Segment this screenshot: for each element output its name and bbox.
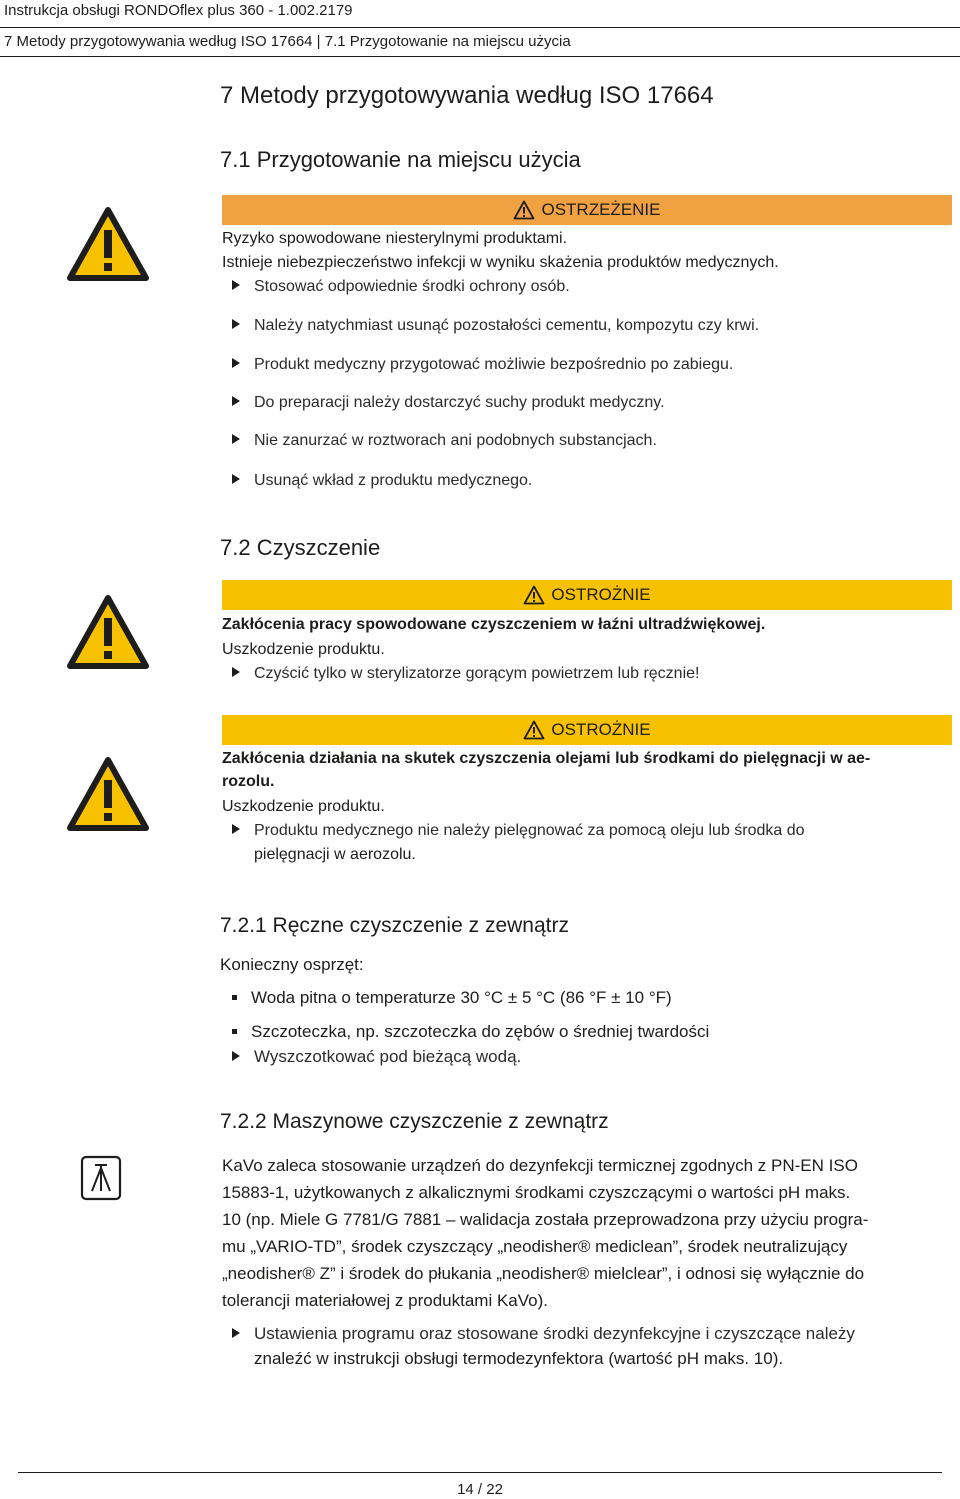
accessory-item: Woda pitna o temperaturze 30 °C ± 5 °C (86 °F ± 10 °F) <box>229 988 672 1008</box>
header-divider-bottom <box>0 56 960 57</box>
step-item: Należy natychmiast usunąć pozostałości cementu, kompozytu czy krwi. <box>232 314 759 338</box>
caution-label: OSTROŻNIE <box>551 720 651 739</box>
chapter-title: 7 Metody przygotowywania według ISO 17664 <box>220 82 714 109</box>
caution-action: Produktu medycznego nie należy pielęgnować za pomocą oleju lub środka do <box>232 819 805 843</box>
step-item: Do preparacji należy dostarczyć suchy produkt medyczny. <box>232 391 665 415</box>
page-number: 14 / 22 <box>457 1481 503 1498</box>
program-settings-action-cont: znaleźć w instrukcji obsługi termodezynfektora (wartość pH maks. 10). <box>254 1349 784 1368</box>
caution-small-icon <box>523 720 545 740</box>
caution-headline: Zakłócenia działania na skutek czyszczenia olejami lub środkami do pielęgnacji w ae- <box>222 750 871 767</box>
section-7-2-1-title: 7.2.1 Ręczne czyszczenie z zewnątrz <box>220 914 569 937</box>
caution-triangle-icon <box>66 756 150 832</box>
accessories-intro: Konieczny osprzęt: <box>220 955 364 974</box>
caution-triangle-icon <box>66 594 150 670</box>
header-divider <box>0 27 960 28</box>
caution-text: Uszkodzenie produktu. <box>222 798 385 815</box>
thermodisinfector-icon <box>80 1155 122 1201</box>
warning-triangle-icon <box>66 206 150 282</box>
caution-label: OSTROŻNIE <box>551 585 651 604</box>
caution-action: Czyścić tylko w sterylizatorze gorącym powietrzem lub ręcznie! <box>232 662 699 686</box>
warning-label: OSTRZEŻENIE <box>541 200 661 219</box>
breadcrumb: 7 Metody przygotowywania według ISO 17664 | 7.1 Przygotowanie na miejscu użycia <box>4 33 571 50</box>
caution-action-cont: pielęgnacji w aerozolu. <box>254 846 416 863</box>
warning-small-icon <box>513 200 535 220</box>
section-7-1-title: 7.1 Przygotowanie na miejscu użycia <box>220 147 581 172</box>
accessory-item: Szczoteczka, np. szczoteczka do zębów o średniej twardości <box>229 1022 709 1042</box>
section-7-2-title: 7.2 Czyszczenie <box>220 535 381 560</box>
step-item: Usunąć wkład z produktu medycznego. <box>232 469 532 493</box>
caution-small-icon <box>523 585 545 605</box>
caution-headline: Zakłócenia pracy spowodowane czyszczeniem w łaźni ultradźwiękowej. <box>222 616 766 633</box>
brush-action: Wyszczotkować pod bieżącą wodą. <box>232 1045 521 1069</box>
warning-action: Stosować odpowiednie środki ochrony osób. <box>232 275 570 299</box>
step-item: Nie zanurzać w roztworach ani podobnych substancjach. <box>232 429 657 453</box>
caution-bar <box>222 580 952 610</box>
caution-headline-cont: rozolu. <box>222 773 275 790</box>
warning-headline: Ryzyko spowodowane niesterylnymi produktami. <box>222 230 568 247</box>
warning-bar <box>222 195 952 225</box>
step-item: Produkt medyczny przygotować możliwie bezpośrednio po zabiegu. <box>232 353 733 377</box>
machine-cleaning-paragraph: KaVo zaleca stosowanie urządzeń do dezynfekcji termicznej zgodnych z PN-EN ISO 15883-1, użytkowanych z alkalicznymi środkami czyszczącymi o wartości pH maks. 10 (np. Miele G 7781/G 7881 – walidacja została przeprowadzona przy użyciu progra- mu „VARIO-TD”, środek czyszczący „neodisher® mediclean”, środek neutralizujący „neodisher® Z” i środek do płukania „neodisher® mielclear”, i odnosi się wyłącznie do tolerancji materiałowej z produktami KaVo). <box>222 1156 869 1310</box>
section-7-2-2-title: 7.2.2 Maszynowe czyszczenie z zewnątrz <box>220 1110 609 1133</box>
manual-title: Instrukcja obsługi RONDOflex plus 360 - 1.002.2179 <box>4 2 353 19</box>
program-settings-action: Ustawienia programu oraz stosowane środki dezynfekcyjne i czyszczące należy <box>232 1320 855 1347</box>
warning-text: Istnieje niebezpieczeństwo infekcji w wyniku skażenia produktów medycznych. <box>222 254 779 271</box>
caution-text: Uszkodzenie produktu. <box>222 641 385 658</box>
caution-bar <box>222 715 952 745</box>
footer-divider <box>18 1472 942 1473</box>
